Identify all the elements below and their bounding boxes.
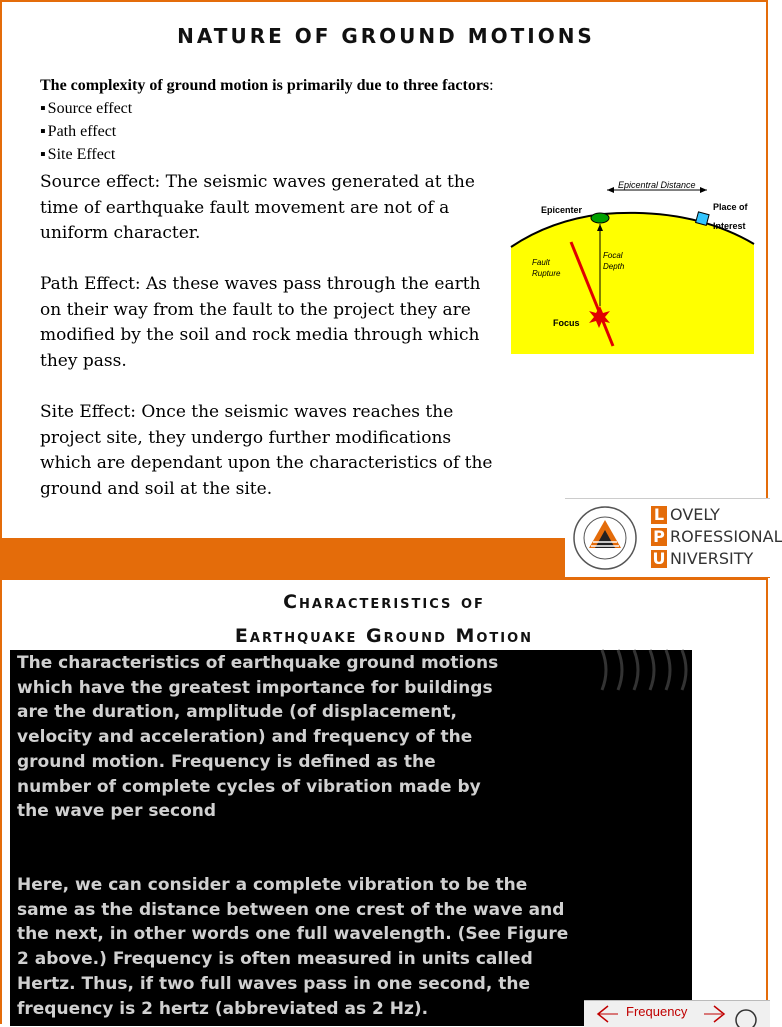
- label-epicentral-distance: Epicentral Distance: [618, 180, 696, 190]
- lpu-word-professional: ROFESSIONAL: [670, 527, 782, 546]
- paragraph-source-effect: Source effect: The seismic waves generated at the time of earthquake fault movement are not of a uniform character.: [40, 172, 475, 243]
- slide2-title-line2: Earthquake Ground Motion: [234, 625, 534, 647]
- label-depth: Depth: [603, 262, 625, 271]
- lpu-word-lovely: OVELY: [670, 505, 720, 524]
- frequency-figure-crop: [584, 1000, 770, 1027]
- label-focus: Focus: [553, 318, 580, 328]
- lpu-line-lovely: [651, 504, 782, 526]
- lpu-word-university: NIVERSITY: [670, 549, 754, 568]
- slide-characteristics: [0, 578, 768, 1024]
- bullet-source-effect: ▪ Source effect: [40, 97, 494, 120]
- bullet-site-effect: ▪ Site Effect: [40, 143, 494, 166]
- epicenter-marker: [591, 213, 609, 223]
- label-rupture: Rupture: [532, 269, 561, 278]
- intro-colon: :: [489, 77, 494, 94]
- right-chevron-icon: [704, 1004, 764, 1024]
- lpu-letter-p: P: [651, 528, 667, 546]
- tire-tread-decoration: [596, 650, 692, 690]
- intro-block: [40, 74, 494, 166]
- lpu-line-professional: [651, 526, 782, 548]
- dark-text-panel: [10, 650, 692, 1026]
- label-epicenter: Epicenter: [541, 205, 583, 215]
- paragraph-frequency: Here, we can consider a complete vibration to be the same as the distance between one crest of the wave and the next, in other words one full wavelength. (See Figure 2 above.) Frequency is often measured in units called Hertz. Thus, if two full waves pass in one second, the frequency is 2 hertz (abbreviated as 2 Hz).: [17, 875, 569, 1019]
- paragraph-path-effect: Path Effect: As these waves pass through the earth on their way from the fault to the project they are modified by the soil and rock media through which they pass.: [40, 274, 481, 371]
- left-chevron-icon: [592, 1004, 618, 1024]
- lpu-logo: [565, 498, 782, 577]
- slide2-title-line1: Characteristics of: [283, 591, 485, 613]
- intro-lead: The complexity of ground motion is primarily due to three factors: [40, 77, 490, 94]
- place-of-interest-marker: [696, 212, 709, 225]
- lpu-line-university: [651, 548, 782, 570]
- slide2-title: [2, 585, 766, 653]
- lpu-letter-u: U: [652, 549, 666, 568]
- earthquake-diagram: [511, 172, 754, 354]
- university-seal-icon: [573, 506, 637, 570]
- paragraph-site-effect: Site Effect: Once the seismic waves reaches the project site, they undergo further modifications which are dependant upon the characteristics of the ground and soil at the site.: [40, 402, 493, 499]
- bullet-path-effect: ▪ Path effect: [40, 120, 494, 143]
- lpu-wordmark: [651, 504, 782, 570]
- label-fault: Fault: [532, 258, 550, 267]
- label-interest: Interest: [713, 221, 746, 231]
- label-focal: Focal: [603, 251, 623, 260]
- label-place-of: Place of: [713, 202, 748, 212]
- paragraph-characteristics: The characteristics of earthquake ground motions which have the greatest importance for buildings are the duration, amplitude (of displacement, velocity and acceleration) and frequency of the ground motion. Frequency is defined as the number of complete cycles of vibration made by the wave per second: [17, 653, 499, 822]
- frequency-label: Frequency: [626, 1004, 688, 1019]
- lpu-letter-l: L: [651, 506, 667, 524]
- slide-title: NATURE OF GROUND MOTIONS: [177, 24, 595, 48]
